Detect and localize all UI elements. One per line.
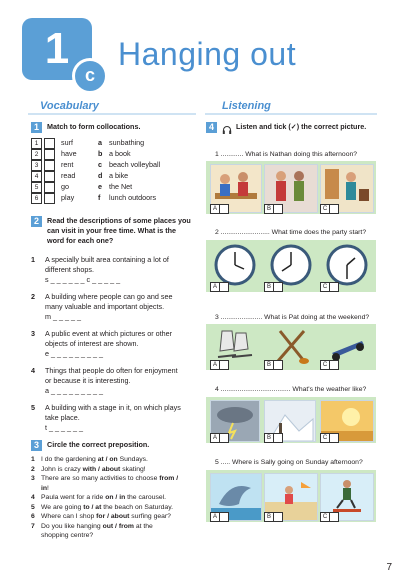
exercise-4-number: 4 (206, 122, 217, 133)
tick-box[interactable] (219, 360, 229, 370)
description-item: 4 Things that people do often for enjoyment or because it is interesting. a _ _ _ _ _ _ _ _ _ (31, 366, 206, 403)
preposition-choice[interactable]: with / about (82, 465, 121, 473)
answer-box[interactable] (44, 182, 55, 193)
listening-question-2: 2 .......................... What time does the party start? (215, 229, 367, 236)
preposition-choice[interactable]: out / from (102, 522, 134, 530)
collocation-right-item: b a book (98, 149, 131, 158)
tick-box[interactable] (329, 282, 339, 292)
sentence-item: 7 Do you like hanging out / from at the (31, 522, 153, 530)
description-item: 3 A public event at which pictures or other objects of interest are shown. e _ _ _ _ _ _ _ _ _ (31, 329, 206, 366)
listening-question-5: 5 ..... Where is Sally going on Sunday afternoon? (215, 459, 363, 466)
answer-box[interactable] (44, 160, 55, 171)
tick-box[interactable] (273, 204, 283, 214)
answer-box[interactable] (44, 149, 55, 160)
picture-row-4 (206, 397, 376, 443)
tick-box[interactable] (329, 360, 339, 370)
description-item: 5 A building with a stage in it, on which plays take place. t _ _ _ _ _ _ (31, 403, 206, 440)
tick-box[interactable] (329, 433, 339, 443)
answer-box[interactable] (44, 193, 55, 204)
tick-box[interactable] (273, 282, 283, 292)
picture-row-2 (206, 240, 376, 292)
page-number: 7 (386, 562, 392, 573)
vocabulary-heading: Vocabulary (40, 100, 99, 112)
answer-box[interactable] (44, 138, 55, 149)
collocation-left-item: 2 have (31, 149, 101, 160)
option-A-checkbox[interactable]: A (210, 282, 220, 292)
exercise-3-items (31, 455, 211, 541)
exercise-2-number: 2 (31, 216, 42, 227)
option-B-checkbox[interactable]: B (264, 360, 274, 370)
tick-box[interactable] (219, 433, 229, 443)
headphones-icon (222, 122, 232, 132)
collocation-left-item: 5 go (31, 182, 101, 193)
sentence-item: 5 We are going to / at the beach on Saturday. (31, 503, 173, 511)
option-C-checkbox[interactable]: C (320, 433, 330, 443)
page-title: Hanging out (118, 36, 297, 72)
option-B-checkbox[interactable]: B (264, 282, 274, 292)
sentence-item: 3 There are so many activities to choose from / (31, 475, 179, 482)
option-C-checkbox[interactable]: C (320, 512, 330, 522)
unit-number-badge: 1 (22, 18, 92, 80)
collocation-left-item: 3 rent (31, 160, 101, 171)
unit-letter-badge: c (72, 58, 108, 94)
answer-blank[interactable]: m _ _ _ _ _ (45, 312, 81, 321)
listening-question-4: 4 ..................................... What's the weather like? (215, 386, 367, 393)
preposition-choice[interactable]: on / in (105, 494, 126, 501)
exercise-3-number: 3 (31, 440, 42, 451)
tick-box[interactable] (219, 204, 229, 214)
answer-box[interactable] (44, 171, 55, 182)
option-A-checkbox[interactable]: A (210, 512, 220, 522)
exercise-1-number: 1 (31, 122, 42, 133)
preposition-choice[interactable]: at / on (97, 456, 118, 463)
listening-divider (205, 113, 377, 115)
collocation-left-item: 4 read (31, 171, 101, 182)
tick-box[interactable] (273, 360, 283, 370)
sentence-item: in! (41, 484, 49, 492)
sentence-item: 2 John is crazy with / about skating! (31, 465, 146, 473)
exercise-2-items (31, 255, 206, 440)
sentence-item: shopping centre? (41, 532, 94, 539)
collocation-left-item: 6 play (31, 193, 101, 204)
option-C-checkbox[interactable]: C (320, 282, 330, 292)
tick-box[interactable] (219, 282, 229, 292)
tick-box[interactable] (329, 512, 339, 522)
collocation-left-item: 1 surf (31, 138, 101, 149)
answer-blank[interactable]: t _ _ _ _ _ _ (45, 423, 83, 432)
option-B-checkbox[interactable]: B (264, 512, 274, 522)
preposition-choice[interactable]: in (41, 484, 48, 492)
tick-box[interactable] (329, 204, 339, 214)
collocation-right-item: f lunch outdoors (98, 193, 157, 202)
preposition-choice[interactable]: from / (159, 475, 179, 482)
description-item: 1 A specially built area containing a lot of different shops. s _ _ _ _ _ _ c _ _ _ _ _ (31, 255, 206, 292)
collocation-right-item: a sunbathing (98, 138, 145, 147)
option-B-checkbox[interactable]: B (264, 433, 274, 443)
vocabulary-divider (28, 113, 196, 115)
description-item: 2 A building where people can go and see many valuable and important objects. m _ _ _ _ _ (31, 292, 206, 329)
exercise-1-left-list (31, 138, 101, 204)
sentence-item: 6 Where can I shop for / about surfing gear? (31, 513, 171, 520)
listening-heading: Listening (222, 100, 271, 112)
option-B-checkbox[interactable]: B (264, 204, 274, 214)
exercise-3-instruction: Circle the correct preposition. (47, 440, 150, 449)
option-A-checkbox[interactable]: A (210, 204, 220, 214)
listening-question-3: 3 ...................... What is Pat doing at the weekend? (215, 314, 370, 321)
collocation-right-item: e the Net (98, 182, 133, 191)
tick-box[interactable] (219, 512, 229, 522)
exercise-1-right-list (98, 138, 198, 204)
answer-blank[interactable]: e _ _ _ _ _ _ _ _ _ (45, 349, 103, 358)
option-C-checkbox[interactable]: C (320, 204, 330, 214)
picture-row-5 (206, 470, 376, 522)
sentence-item: 1 I do the gardening at / on Sundays. (31, 456, 148, 463)
preposition-choice[interactable]: to / at (83, 503, 102, 511)
sentence-item: 4 Paula went for a ride on / in the carousel. (31, 494, 167, 501)
collocation-right-item: c beach volleyball (98, 160, 161, 169)
exercise-2-instruction: Read the descriptions of some places you can visit in your free time. What is the word for each one? (47, 216, 191, 245)
tick-box[interactable] (273, 433, 283, 443)
picture-row-1 (206, 161, 376, 214)
option-A-checkbox[interactable]: A (210, 433, 220, 443)
listening-question-1: 1 ............ What is Nathan doing this afternoon? (215, 151, 358, 158)
picture-row-3 (206, 324, 376, 370)
preposition-choice[interactable]: for / about (96, 513, 130, 520)
exercise-1-instruction: Match to form collocations. (47, 122, 141, 131)
answer-blank[interactable]: s _ _ _ _ _ _ c _ _ _ _ _ (45, 275, 121, 284)
exercise-4-instruction: Listen and tick (✓) the correct picture. (236, 122, 367, 131)
answer-blank[interactable]: a _ _ _ _ _ _ _ _ _ (45, 386, 103, 395)
collocation-right-item: d a bike (98, 171, 129, 180)
option-C-checkbox[interactable]: C (320, 360, 330, 370)
tick-box[interactable] (273, 512, 283, 522)
option-A-checkbox[interactable]: A (210, 360, 220, 370)
